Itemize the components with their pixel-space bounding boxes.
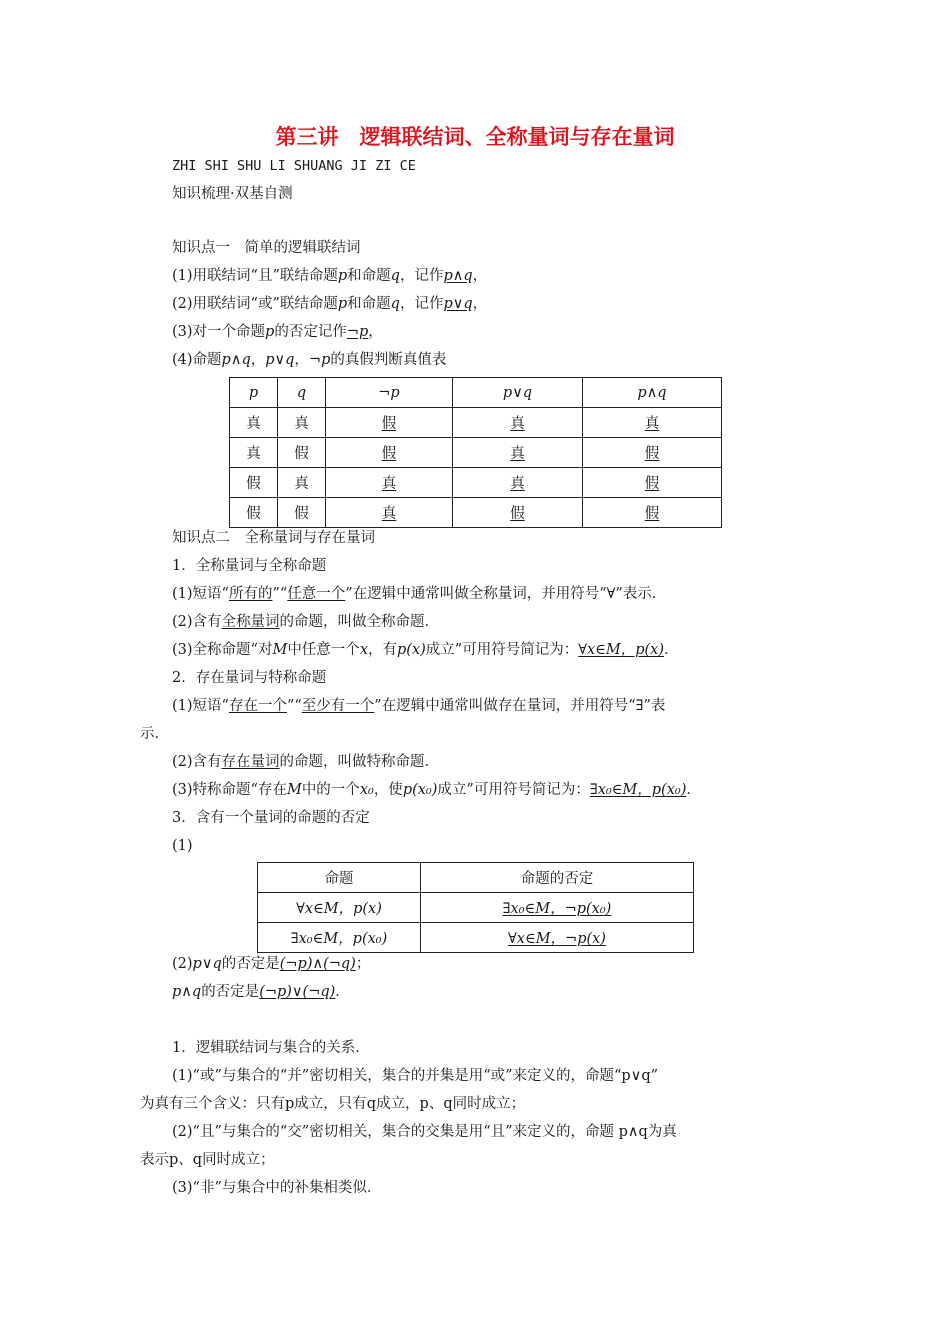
kp2-s3-line-3: p∧q的否定是(¬p)∨(¬q)．: [172, 984, 350, 1000]
kp2-s2-line-1-cont: 示．: [140, 726, 169, 742]
truth-cell: 真: [278, 468, 326, 498]
truth-header: ¬p: [326, 378, 453, 408]
table-row: [258, 893, 694, 923]
truth-cell: 假: [278, 438, 326, 468]
neg-header: 命题: [258, 863, 421, 893]
table-row: [230, 468, 722, 498]
kp2-s2-line-3: (3)特称命题“存在M中的一个x₀，使p(x₀)成立”可用符号简记为：∃x₀∈M，p(x₀)．: [172, 782, 701, 798]
neg-header: 命题的否定: [421, 863, 694, 893]
kp1-line-4: (4)命题p∧q，p∨q，¬p的真假判断真值表: [172, 352, 447, 368]
table-row: [258, 923, 694, 953]
neg-answer: ∃x₀∈M，¬p(x₀): [421, 893, 694, 923]
table-row: [230, 438, 722, 468]
truth-table: [229, 377, 722, 528]
truth-answer: 真: [453, 438, 583, 468]
note-line-4: 表示p、q同时成立；: [140, 1152, 275, 1168]
kp1-heading: 知识点一 简单的逻辑联结词: [172, 240, 361, 256]
truth-answer: 假: [583, 468, 722, 498]
kp2-s1-line-2: (2)含有全称量词的命题，叫做全称命题．: [172, 614, 440, 630]
pinyin-subtitle: ZHI SHI SHU LI SHUANG JI ZI CE: [172, 158, 416, 174]
truth-answer: 假: [326, 438, 453, 468]
kp2-s1-line-1: (1)短语“所有的”“任意一个”在逻辑中通常叫做全称量词，并用符号“∀”表示．: [172, 586, 667, 602]
truth-cell: 真: [278, 408, 326, 438]
truth-answer: 假: [583, 498, 722, 528]
table-row: [230, 408, 722, 438]
negation-table: [257, 862, 694, 953]
note-line-5: (3)“非”与集合中的补集相类似．: [172, 1180, 382, 1196]
kp1-line-1: (1)用联结词“且”联结命题p和命题q，记作p∧q，: [172, 268, 488, 284]
kp2-subheading-2: 2．存在量词与特称命题: [172, 670, 327, 686]
truth-answer: 真: [453, 408, 583, 438]
section-label: 知识梳理·双基自测: [172, 186, 293, 202]
truth-answer: 真: [453, 468, 583, 498]
truth-header: p∧q: [583, 378, 722, 408]
neg-cell: ∀x∈M，p(x): [258, 893, 421, 923]
kp2-s2-line-1: (1)短语“存在一个”“至少有一个”在逻辑中通常叫做存在量词，并用符号“∃”表: [172, 698, 666, 714]
note-heading: 1．逻辑联结词与集合的关系．: [172, 1040, 370, 1056]
kp1-line-3: (3)对一个命题p的否定记作¬p，: [172, 324, 383, 340]
kp2-s3-line-1: (1): [172, 838, 193, 854]
truth-answer: 假: [453, 498, 583, 528]
note-line-2: 为真有三个含义：只有p成立，只有q成立，p、q同时成立；: [140, 1096, 526, 1112]
truth-cell: 假: [230, 468, 278, 498]
truth-header: q: [278, 378, 326, 408]
truth-answer: 假: [583, 438, 722, 468]
page-title: 第三讲 逻辑联结词、全称量词与存在量词: [275, 125, 675, 149]
truth-header: p∨q: [453, 378, 583, 408]
truth-cell: 真: [230, 408, 278, 438]
truth-answer: 真: [583, 408, 722, 438]
table-row: [230, 498, 722, 528]
neg-answer: ∀x∈M，¬p(x): [421, 923, 694, 953]
truth-header: p: [230, 378, 278, 408]
answer-not-p: ¬p: [346, 324, 369, 340]
kp2-subheading-1: 1．全称量词与全称命题: [172, 558, 327, 574]
kp2-heading: 知识点二 全称量词与存在量词: [172, 530, 375, 546]
truth-answer: 真: [326, 468, 453, 498]
kp2-s2-line-2: (2)含有存在量词的命题，叫做特称命题．: [172, 754, 440, 770]
answer-p-and-q: p∧q: [443, 268, 473, 284]
answer-p-or-q: p∨q: [443, 296, 473, 312]
neg-cell: ∃x₀∈M，p(x₀): [258, 923, 421, 953]
truth-cell: 假: [230, 498, 278, 528]
kp1-line-2: (2)用联结词“或”联结命题p和命题q，记作p∨q，: [172, 296, 488, 312]
truth-answer: 真: [326, 498, 453, 528]
truth-answer: 假: [326, 408, 453, 438]
truth-cell: 真: [230, 438, 278, 468]
kp2-s3-line-2: (2)p∨q的否定是(¬p)∧(¬q)；: [172, 956, 371, 972]
note-line-3: (2)“且”与集合的“交”密切相关，集合的交集是用“且”来定义的，命题 p∧q为真: [172, 1124, 677, 1140]
note-line-1: (1)“或”与集合的“并”密切相关，集合的并集是用“或”来定义的，命题“p∨q”: [172, 1068, 659, 1084]
kp2-s1-line-3: (3)全称命题“对M中任意一个x，有p(x)成立”可用符号简记为：∀x∈M，p(x)．: [172, 642, 679, 658]
truth-cell: 假: [278, 498, 326, 528]
kp2-subheading-3: 3．含有一个量词的命题的否定: [172, 810, 370, 826]
